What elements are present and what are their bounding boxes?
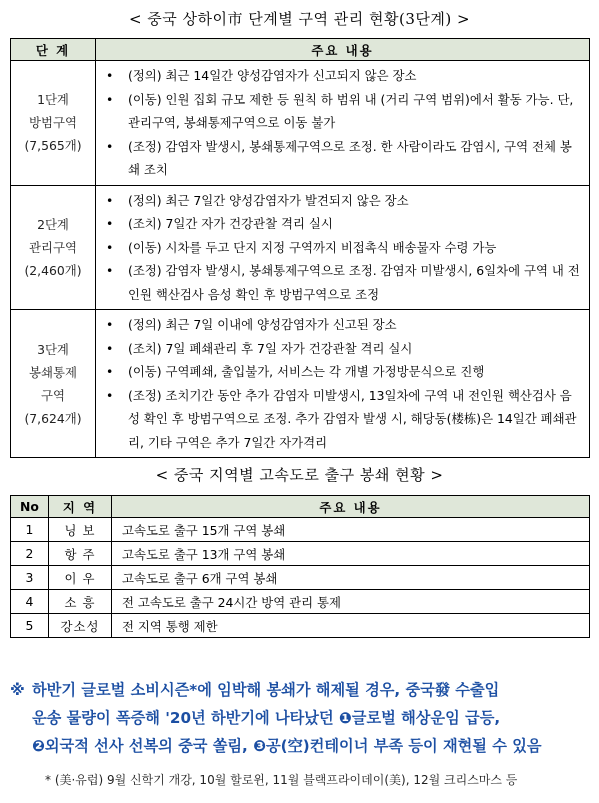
stage-label: 2단계 <box>37 216 69 232</box>
table-header-row <box>11 496 590 518</box>
table-row <box>11 185 590 310</box>
stage-cell <box>11 310 96 458</box>
table-row <box>11 590 590 614</box>
bullet-icon: • <box>106 216 114 231</box>
region-cell: 소 흥 <box>49 590 112 614</box>
stage-label: 봉쇄통제 <box>29 364 77 380</box>
stage-label: 3단계 <box>37 341 69 357</box>
list-item <box>102 135 583 182</box>
stage-label: 관리구역 <box>29 239 77 255</box>
desc-cell: 전 고속도로 출구 24시간 방역 관리 통제 <box>112 590 590 614</box>
bullet-icon: • <box>106 138 114 154</box>
header-desc: 주요 내용 <box>112 496 590 518</box>
table-row <box>11 542 590 566</box>
no-cell: 4 <box>11 590 49 614</box>
footnote: * (美·유럽) 9월 신학기 개강, 10월 할로윈, 11월 블랙프라이데이(美), 12월 크리스마스 등 <box>45 773 518 787</box>
table1-title: < 중국 상하이市 단계별 구역 관리 현황(3단계) > <box>128 10 471 28</box>
table-row <box>11 566 590 590</box>
header-region: 지 역 <box>49 496 112 518</box>
desc-cell: 고속도로 출구 6개 구역 봉쇄 <box>112 566 590 590</box>
list-item <box>102 64 583 88</box>
reference-mark: ※ <box>10 681 25 699</box>
region-cell: 항 주 <box>49 542 112 566</box>
note-line: ❷외국적 선사 선복의 중국 쏠림, ❸공(空)컨테이너 부족 등이 재현될 수 있음 <box>32 737 542 755</box>
list-item <box>102 212 583 236</box>
bullet-icon: • <box>106 91 114 107</box>
item-text: (이동) 인원 집회 규모 제한 등 원칙 하 범위 내 (거리 구역 범위)에서 활동 가능. 단, 관리구역, 봉쇄통제구역으로 이동 불가 <box>128 91 574 130</box>
list-item <box>102 313 583 337</box>
item-text: (조정) 조치기간 동안 추가 감염자 미발생시, 13일차에 구역 내 전인원 핵산검사 음성 확인 후 방범구역으로 조정. 추가 감염자 발생 시, 해당동(楼栋)은 14일간 폐쇄관리, 기타 구역은 추가 7일간 자가격리 <box>128 387 577 450</box>
no-cell: 2 <box>11 542 49 566</box>
header-stage: 단 계 <box>11 39 96 61</box>
desc-cell: 고속도로 출구 15개 구역 봉쇄 <box>112 518 590 542</box>
stage-cell <box>11 61 96 186</box>
table-header-row <box>11 39 590 61</box>
stage-label: 1단계 <box>37 92 69 108</box>
item-text: (조치) 7일간 자가 건강관찰 격리 실시 <box>128 216 333 231</box>
no-cell: 5 <box>11 614 49 638</box>
table-row <box>11 518 590 542</box>
item-text: (정의) 최근 7일 이내에 양성감염자가 신고된 장소 <box>128 317 397 332</box>
item-text: (조정) 감염자 발생시, 봉쇄통제구역으로 조정. 한 사람이라도 감염시, 구역 전체 봉쇄 조치 <box>128 138 572 177</box>
region-cell: 닝 보 <box>49 518 112 542</box>
stage-management-table <box>10 38 590 458</box>
list-item <box>102 88 583 135</box>
stage-label: 방범구역 <box>29 115 77 131</box>
table-row <box>11 614 590 638</box>
table-row <box>11 61 590 186</box>
note-line: 하반기 글로벌 소비시즌*에 임박해 봉쇄가 해제될 경우, 중국發 수출입 <box>32 681 500 699</box>
region-cell: 강소성 <box>49 614 112 638</box>
bullet-icon: • <box>106 263 114 278</box>
no-cell: 3 <box>11 566 49 590</box>
stage-label: 구역 <box>41 387 65 403</box>
note-block <box>10 676 590 760</box>
bullet-icon: • <box>106 317 114 332</box>
region-cell: 이 우 <box>49 566 112 590</box>
list-item <box>102 337 583 361</box>
desc-cell: 고속도로 출구 13개 구역 봉쇄 <box>112 542 590 566</box>
bullet-icon: • <box>106 192 114 208</box>
highway-closure-table <box>10 495 590 638</box>
table2-title: < 중국 지역별 고속도로 출구 봉쇄 현황 > <box>155 466 444 484</box>
list-item <box>102 259 583 306</box>
item-text: (이동) 시차를 두고 단지 지정 구역까지 비접촉식 배송물자 수령 가능 <box>128 239 497 255</box>
item-text: (조치) 7일 폐쇄관리 후 7일 자가 건강관찰 격리 실시 <box>128 340 413 356</box>
list-item <box>102 189 583 213</box>
content-cell <box>96 61 590 186</box>
content-cell <box>96 185 590 310</box>
desc-cell: 전 지역 통행 제한 <box>112 614 590 638</box>
bullet-icon: • <box>106 387 114 403</box>
bullet-icon: • <box>106 239 114 255</box>
item-text: (조정) 감염자 발생시, 봉쇄통제구역으로 조정. 감염자 미발생시, 6일차에 구역 내 전 인원 핵산검사 음성 확인 후 방범구역으로 조정 <box>128 263 580 302</box>
item-text: (이동) 구역폐쇄, 출입불가, 서비스는 각 개별 가정방문식으로 진행 <box>128 364 485 379</box>
content-cell <box>96 310 590 458</box>
list-item <box>102 360 583 384</box>
stage-label: (7,624개) <box>24 410 82 426</box>
no-cell: 1 <box>11 518 49 542</box>
note-line: 운송 물량이 폭증해 '20년 하반기에 나타났던 ❶글로벌 해상운임 급등, <box>32 709 501 727</box>
bullet-icon: • <box>106 364 114 379</box>
header-content: 주요 내용 <box>96 39 590 61</box>
stage-cell <box>11 185 96 310</box>
table-row <box>11 310 590 458</box>
list-item <box>102 236 583 260</box>
item-text: (정의) 최근 7일간 양성감염자가 발견되지 않은 장소 <box>128 192 409 208</box>
bullet-icon: • <box>106 68 114 83</box>
stage-label: (2,460개) <box>24 262 82 278</box>
bullet-icon: • <box>106 340 114 356</box>
header-no: No <box>11 496 49 518</box>
stage-label: (7,565개) <box>24 138 82 154</box>
list-item <box>102 384 583 455</box>
item-text: (정의) 최근 14일간 양성감염자가 신고되지 않은 장소 <box>128 68 417 83</box>
